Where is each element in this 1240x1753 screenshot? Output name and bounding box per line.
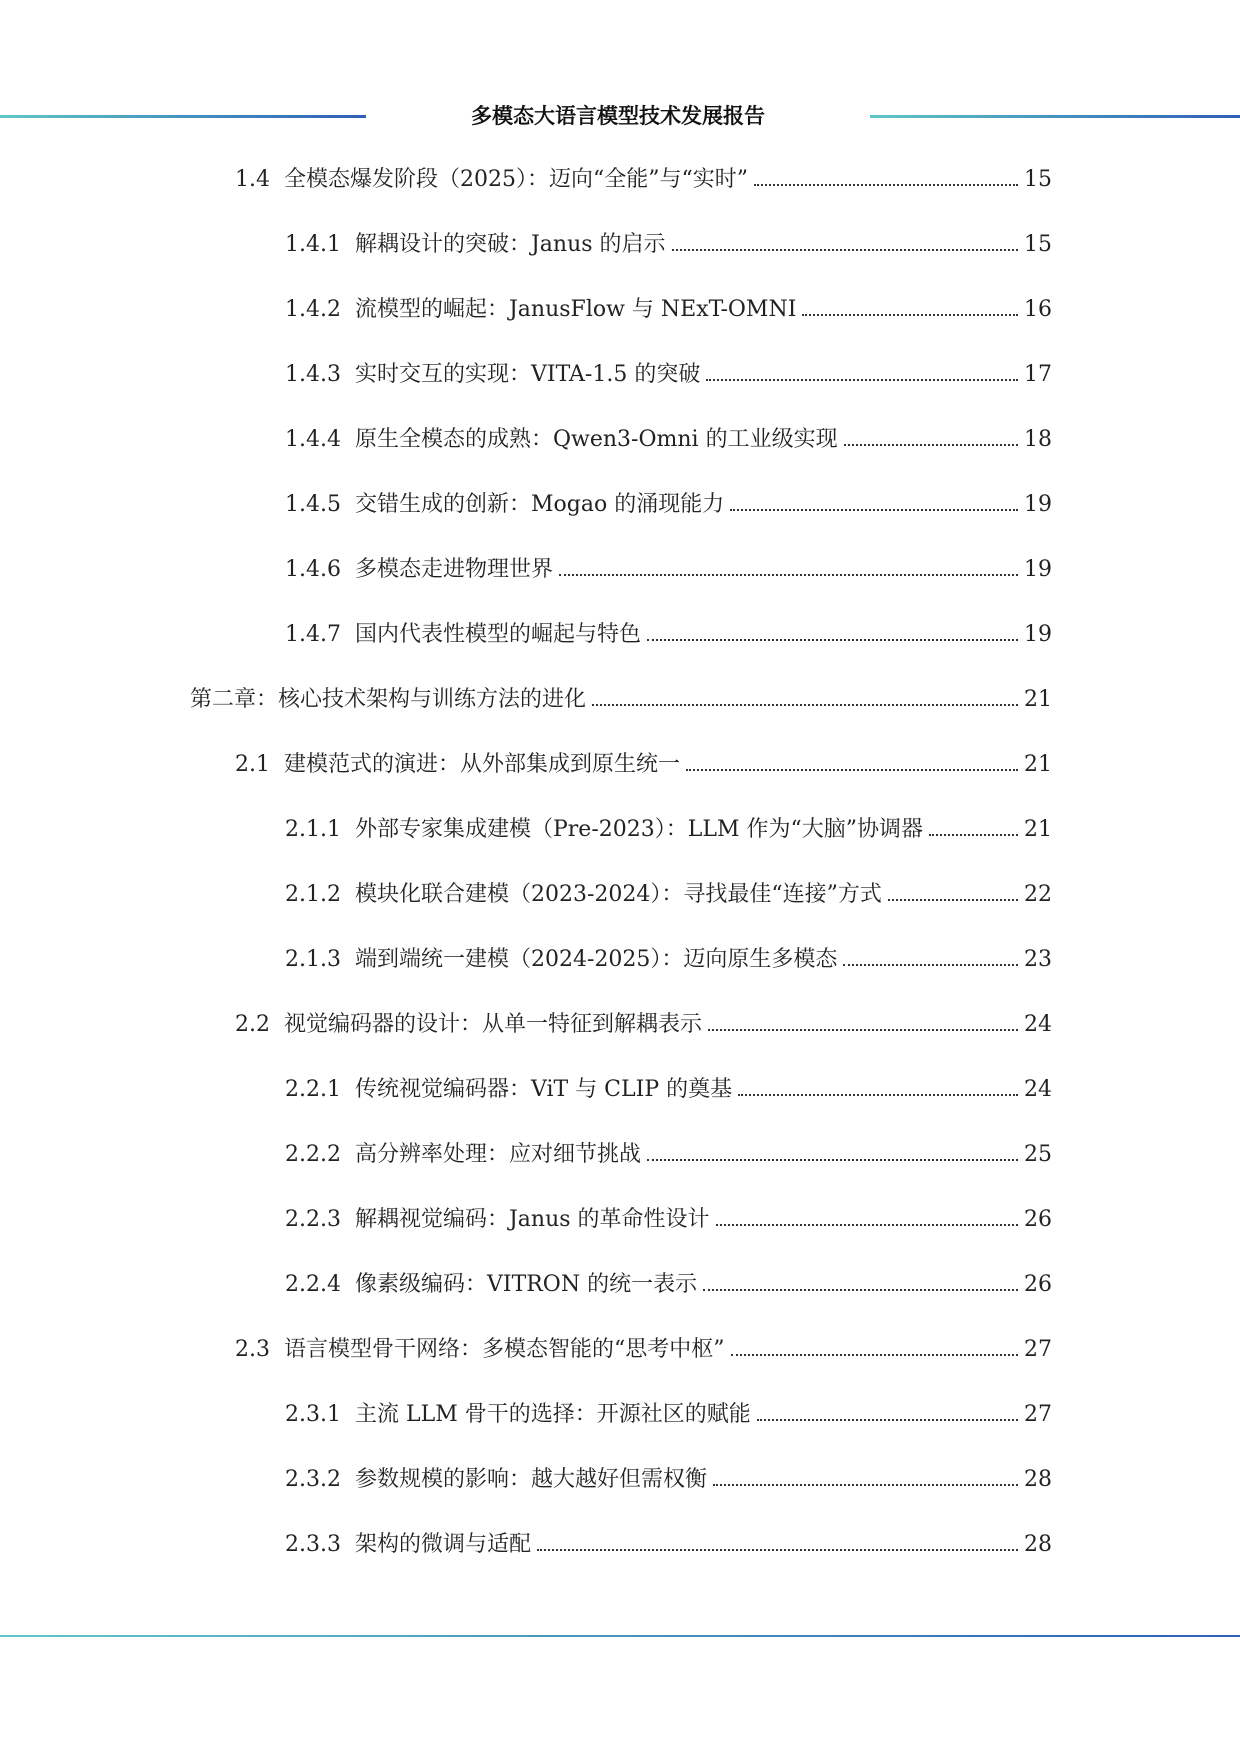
toc-entry-2-2[interactable] [235,1007,1052,1043]
toc-leader-dots [929,806,1018,836]
toc-entry-2-1-1[interactable] [285,812,1052,848]
toc-entry-2-3-1[interactable] [285,1397,1052,1433]
toc-entry-2-3-3[interactable] [285,1527,1052,1563]
toc-leader-dots [730,481,1018,511]
toc-leader-dots [703,1261,1018,1291]
toc-page-number: 21 [1024,817,1052,842]
toc-leader-dots [708,1001,1018,1031]
toc-page-number: 21 [1024,687,1052,712]
toc-page-number: 19 [1024,492,1052,517]
toc-entry-2-2-2[interactable] [285,1137,1052,1173]
toc-page-number: 27 [1024,1337,1052,1362]
toc-page-number: 23 [1024,947,1052,972]
toc-entry-1-4-1[interactable] [285,227,1052,263]
toc-title: 外部专家集成建模（Pre-2023）：LLM 作为“大脑”协调器 [354,817,923,842]
toc-page-number: 19 [1024,622,1052,647]
toc-entry-1-4-3[interactable] [285,357,1052,393]
toc-entry-1-4[interactable] [235,162,1052,198]
toc-leader-dots [716,1196,1018,1226]
toc-page-number: 17 [1024,362,1052,387]
toc-number: 1.4.4 [285,427,341,452]
toc-leader-dots [844,416,1018,446]
toc-number: 2.3.1 [285,1402,341,1427]
toc-number: 2.2 [235,1012,270,1037]
toc-number: 1.4 [235,167,270,192]
toc-entry-1-4-2[interactable] [285,292,1052,328]
toc-title: 端到端统一建模（2024-2025）：迈向原生多模态 [354,947,838,972]
toc-entry-1-4-6[interactable] [285,552,1052,588]
toc-title: 多模态走进物理世界 [354,557,553,582]
toc-leader-dots [843,936,1018,966]
toc-page-number: 28 [1024,1532,1052,1557]
toc-leader-dots [754,156,1018,186]
toc-title: 解耦设计的突破：Janus 的启示 [354,232,666,257]
header-rule-right [870,115,1240,118]
toc-entry-2-2-1[interactable] [285,1072,1052,1108]
toc-page-number: 22 [1024,882,1052,907]
toc-entry-1-4-7[interactable] [285,617,1052,653]
toc-page-number: 18 [1024,427,1052,452]
toc-leader-dots [802,286,1018,316]
page-header-title: 多模态大语言模型技术发展报告 [471,104,765,128]
toc-number: 2.1 [235,752,270,777]
toc-page-number: 27 [1024,1402,1052,1427]
toc-leader-dots [592,676,1018,706]
toc-leader-dots [706,351,1018,381]
toc-title: 参数规模的影响：越大越好但需权衡 [354,1467,707,1492]
toc-leader-dots [757,1391,1018,1421]
footer-rule [0,1635,1240,1637]
toc-title: 原生全模态的成熟：Qwen3-Omni 的工业级实现 [354,427,838,452]
toc-number: 1.4.3 [285,362,341,387]
toc-entry-2-2-3[interactable] [285,1202,1052,1238]
toc-title: 主流 LLM 骨干的选择：开源社区的赋能 [354,1402,751,1427]
toc-entry-2-2-4[interactable] [285,1267,1052,1303]
toc-number: 2.2.1 [285,1077,341,1102]
toc-leader-dots [672,221,1018,251]
toc-title: 解耦视觉编码：Janus 的革命性设计 [354,1207,710,1232]
toc-leader-dots [731,1326,1019,1356]
toc-entry-1-4-4[interactable] [285,422,1052,458]
toc-title: 视觉编码器的设计：从单一特征到解耦表示 [284,1012,703,1037]
toc-number: 2.2.4 [285,1272,341,1297]
toc-number: 1.4.5 [285,492,341,517]
toc-title: 建模范式的演进：从外部集成到原生统一 [284,752,681,777]
toc-page-number: 19 [1024,557,1052,582]
toc-leader-dots [738,1066,1018,1096]
toc-number: 1.4.2 [285,297,341,322]
toc-page-number: 15 [1024,232,1052,257]
toc-leader-dots [713,1456,1018,1486]
toc-page-number: 26 [1024,1272,1052,1297]
toc-number: 2.2.2 [285,1142,341,1167]
toc-leader-dots [686,741,1018,771]
toc-number: 2.3.3 [285,1532,341,1557]
toc-title: 像素级编码：VITRON 的统一表示 [354,1272,698,1297]
toc-title: 实时交互的实现：VITA-1.5 的突破 [354,362,701,387]
toc-entry-chapter-2[interactable] [190,682,1052,718]
toc-number: 2.1.2 [285,882,341,907]
toc-title: 流模型的崛起：JanusFlow 与 NExT-OMNI [354,297,797,322]
toc-title: 模块化联合建模（2023-2024）：寻找最佳“连接”方式 [354,882,882,907]
header-rule-left [0,115,366,118]
toc-page-number: 21 [1024,752,1052,777]
toc-entry-2-1[interactable] [235,747,1052,783]
toc-number: 1.4.1 [285,232,341,257]
toc-leader-dots [888,871,1018,901]
toc-title: 全模态爆发阶段（2025）：迈向“全能”与“实时” [284,167,748,192]
toc-number: 2.2.3 [285,1207,341,1232]
toc-title: 交错生成的创新：Mogao 的涌现能力 [354,492,725,517]
toc-number: 2.1.1 [285,817,341,842]
toc-page-number: 24 [1024,1077,1052,1102]
toc-leader-dots [647,611,1018,641]
toc-number: 1.4.7 [285,622,341,647]
toc-leader-dots [559,546,1018,576]
toc-leader-dots [537,1521,1018,1551]
toc-entry-2-3[interactable] [235,1332,1052,1368]
toc-page-number: 28 [1024,1467,1052,1492]
toc-number: 1.4.6 [285,557,341,582]
toc-title: 国内代表性模型的崛起与特色 [354,622,641,647]
toc-number: 2.1.3 [285,947,341,972]
toc-page-number: 15 [1024,167,1052,192]
toc-entry-2-1-2[interactable] [285,877,1052,913]
toc-title: 传统视觉编码器：ViT 与 CLIP 的奠基 [354,1077,733,1102]
toc-entry-2-3-2[interactable] [285,1462,1052,1498]
toc-page-number: 25 [1024,1142,1052,1167]
toc-page-number: 24 [1024,1012,1052,1037]
toc-number: 2.3 [235,1337,270,1362]
toc-entry-2-1-3[interactable] [285,942,1052,978]
toc-title: 第二章：核心技术架构与训练方法的进化 [190,687,587,712]
toc-leader-dots [647,1131,1018,1161]
toc-entry-1-4-5[interactable] [285,487,1052,523]
toc-number: 2.3.2 [285,1467,341,1492]
toc-page-number: 26 [1024,1207,1052,1232]
toc-title: 架构的微调与适配 [354,1532,531,1557]
toc-title: 高分辨率处理：应对细节挑战 [354,1142,641,1167]
toc-page-number: 16 [1024,297,1052,322]
toc-title: 语言模型骨干网络：多模态智能的“思考中枢” [284,1337,725,1362]
